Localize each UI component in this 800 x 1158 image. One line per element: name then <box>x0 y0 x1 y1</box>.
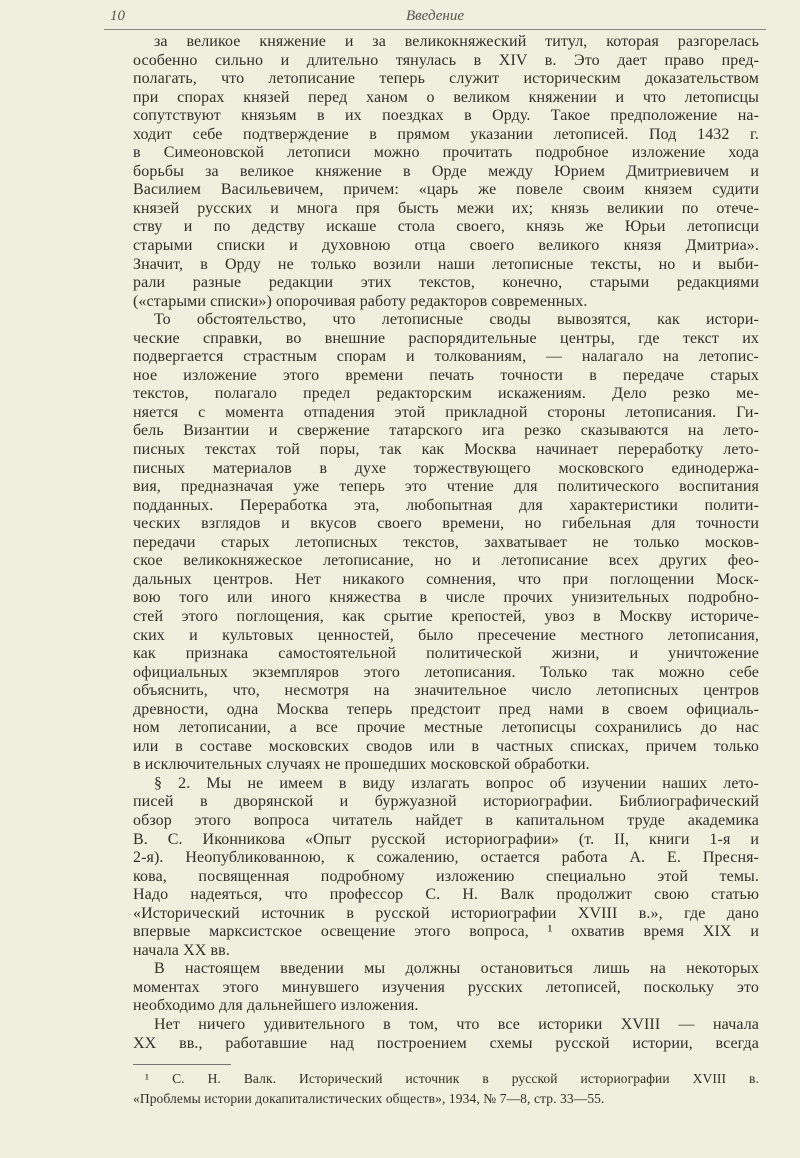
text-line: писей в дворянской и буржуазной историографии. Библиографический <box>133 793 759 811</box>
text-line: XX вв., работавшие над построением схемы русской истории, всегда <box>133 1034 759 1052</box>
body-text <box>133 33 759 1053</box>
text-line: стей этого поглощения, как срытие крепостей, увоз в Москву историче- <box>133 607 759 625</box>
text-line: няется с момента отпадения этой прикладной стороны летописания. Ги- <box>133 403 759 421</box>
text-line: впервые марксистское освещение этого вопроса, ¹ охватив время XIX и <box>133 923 759 941</box>
page-number: 10 <box>110 8 125 24</box>
paragraph <box>133 1016 759 1053</box>
text-line: ном летописании, а все прочие местные летописцы сохранились до нас <box>133 719 759 737</box>
text-line: § 2. Мы не имеем в виду излагать вопрос об изучении наших лето- <box>154 774 759 792</box>
text-line: ходит себе подтверждение в прямом указании летописей. Под 1432 г. <box>133 125 759 143</box>
text-line: дальных центров. Нет никакого сомнения, что при поглощении Моск- <box>133 570 759 588</box>
text-line: передачи старых летописных текстов, захватывает не только москов- <box>133 533 759 551</box>
paragraph <box>133 960 759 1016</box>
text-line: старыми списки и духовною отца своего великого князя Дмитриа». <box>133 237 759 255</box>
text-line: борьбы за великое княжение в Орде между Юрием Дмитриевичем и <box>133 162 759 180</box>
text-line: подвергается страстным спорам и толкованиям, — налагало на летопис- <box>133 348 759 366</box>
text-line: «Исторический источник в русской историографии XVIII в.», где дано <box>133 904 759 922</box>
text-line: в исключительных случаях не прошедших московской обработки. <box>133 756 590 774</box>
text-line: подданных. Переработка эта, любопытная для характеристики полити- <box>133 496 759 514</box>
text-line: В настоящем введении мы должны остановиться лишь на некоторых <box>154 960 759 978</box>
header-rule <box>104 29 766 30</box>
text-line: Значит, в Орду не только возили наши летописные тексты, но и выби- <box>133 255 759 273</box>
text-line: древности, одна Москва теперь предстоит пред нами в своем официаль- <box>133 700 759 718</box>
text-line: как признака самостоятельной политической жизни, и уничтожение <box>133 645 759 663</box>
text-line: Василием Васильевичем, причем: «царь же повеле своим князем судити <box>133 181 759 199</box>
text-line: писных текстах той поры, так как Москва начинает переработку лето- <box>133 441 759 459</box>
text-line: в Симеоновской летописи можно прочитать подробное изложение хода <box>133 144 759 162</box>
text-line: полагать, что летописание теперь служит историческим доказательством <box>133 70 759 88</box>
text-line: ских и культовых ценностей, было пресечение местного летописания, <box>133 626 759 644</box>
paragraph <box>133 33 759 311</box>
text-line: 2-я). Неопубликованною, к сожалению, остается работа А. Е. Пресня- <box>133 849 759 867</box>
text-line: необходимо для дальнейшего изложения. <box>133 997 419 1015</box>
footnote-rule <box>133 1064 231 1065</box>
text-line: кова, посвященная подробному изложению специально этой темы. <box>133 867 759 885</box>
text-line: писных материалов в духе торжествующего московского единодержа- <box>133 459 759 477</box>
text-line: сопутствуют князьям в их поездках в Орду. Такое предположение на- <box>133 107 759 125</box>
text-line: ское великокняжеское летописание, но и летописание всех других фео- <box>133 552 759 570</box>
text-line: В. С. Иконникова «Опыт русской историографии» (т. II, книги 1-я и <box>133 830 759 848</box>
text-line: или в составе московских сводов или в частных списках, причем только <box>133 737 759 755</box>
text-line: при спорах князей перед ханом о великом княжении и что летописцы <box>133 88 759 106</box>
text-line: начала XX вв. <box>133 941 230 959</box>
text-line: рали разные редакции этих текстов, конечно, старыми редакциями <box>133 274 759 292</box>
text-line: обзор этого вопроса читатель найдет в капитальном труде академика <box>133 811 759 829</box>
text-line: ству и по дедству искаше стола своего, князь же Юрьи летописци <box>133 218 759 236</box>
text-line: Нет ничего удивительного в том, что все историки XVIII — начала <box>154 1015 759 1033</box>
text-line: ческих взглядов и вкусов своего времени, но гибельная для точности <box>133 515 759 533</box>
text-line: То обстоятельство, что летописные своды вывозятся, как истори- <box>154 311 759 329</box>
text-line: вия, предназначая уже теперь это чтение для политического воспитания <box>133 478 759 496</box>
text-line: ное изложение этого времени печать точности в передаче старых <box>133 366 759 384</box>
text-line: текстов, полагало предел редакторским искажениям. Дело резко ме- <box>133 385 759 403</box>
paragraph <box>133 311 759 775</box>
footnote-line: ¹ С. Н. Валк. Исторический источник в русской историографии XVIII в. <box>145 1071 759 1086</box>
text-line: Надо надеяться, что профессор С. Н. Валк продолжит свою статью <box>133 886 759 904</box>
text-line: вою того или иного княжества в числе прочих унизительных подробно- <box>133 589 759 607</box>
text-line: объяснить, что, несмотря на значительное число летописных центров <box>133 682 759 700</box>
footnote <box>133 1069 759 1109</box>
text-line: («старыми списки») опорочивая работу редакторов современных. <box>133 292 588 310</box>
text-line: ческие справки, во внешние распорядительные центры, где текст их <box>133 329 759 347</box>
text-line: бель Византии и свержение татарского ига резко сказываются на лето- <box>133 422 759 440</box>
running-title: Введение <box>406 8 464 24</box>
text-line: князей русских и многа пря бысть межи их; князь великии по отече- <box>133 199 759 217</box>
text-line: за великое княжение и за великокняжеский титул, которая разгорелась <box>154 33 759 50</box>
footnote-line: «Проблемы истории докапиталистических обществ», 1934, № 7—8, стр. 33—55. <box>133 1091 605 1106</box>
text-line: моментах этого минувшего изучения русских летописей, поскольку это <box>133 978 759 996</box>
text-line: официальных экземпляров этого летописания. Только так можно себе <box>133 663 759 681</box>
text-line: особенно сильно и длительно тянулась в XIV в. Это дает право пред- <box>133 51 759 69</box>
paragraph <box>133 775 759 960</box>
